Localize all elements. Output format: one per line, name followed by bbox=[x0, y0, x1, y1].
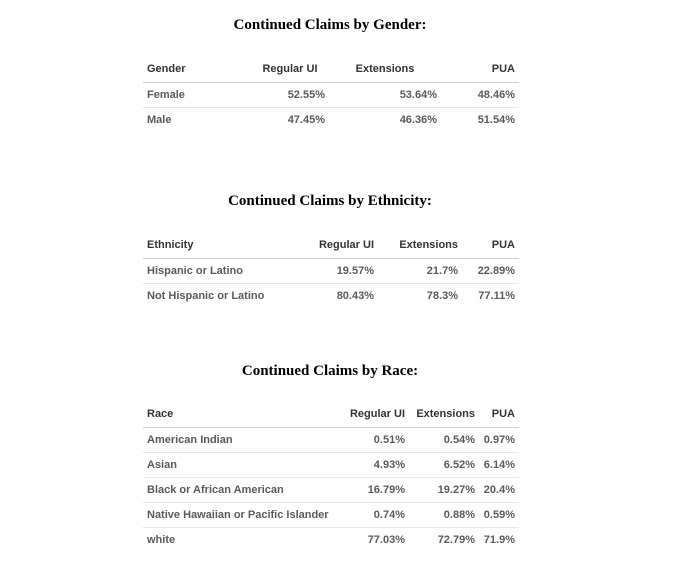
cell-value: 46.36% bbox=[399, 114, 437, 126]
race-table bbox=[143, 401, 519, 552]
cell-value: 52.55% bbox=[251, 83, 329, 108]
column-header: Race bbox=[143, 401, 343, 428]
cell-value: 22.89% bbox=[462, 259, 519, 284]
cell-value: 53.64% bbox=[329, 83, 441, 108]
column-header: PUA bbox=[462, 232, 519, 259]
gender-table bbox=[143, 56, 519, 132]
cell-value: 20.4% bbox=[479, 478, 519, 503]
row-label: Female bbox=[143, 83, 251, 108]
cell-value: 21.7% bbox=[378, 259, 462, 284]
table-row bbox=[143, 478, 519, 503]
cell-value: 0.97% bbox=[479, 428, 519, 453]
cell-value: 77.03% bbox=[367, 534, 405, 546]
row-label: Not Hispanic or Latino bbox=[147, 290, 265, 302]
ethnicity-table bbox=[143, 232, 519, 308]
cell-value: 0.88% bbox=[409, 503, 479, 528]
row-label: Asian bbox=[143, 453, 343, 478]
cell-value: 0.54% bbox=[409, 428, 479, 453]
cell-value: 4.93% bbox=[343, 453, 409, 478]
cell-value: 51.54% bbox=[477, 114, 515, 126]
table-row bbox=[143, 83, 519, 108]
race-title: Continued Claims by Race: bbox=[241, 363, 419, 379]
gender-title: Continued Claims by Gender: bbox=[233, 17, 427, 33]
table-row bbox=[143, 528, 519, 553]
column-header: Extensions bbox=[329, 56, 441, 83]
row-label: Black or African American bbox=[143, 478, 343, 503]
cell-value: 80.43% bbox=[336, 290, 374, 302]
column-header: Extensions bbox=[409, 401, 479, 428]
column-header: Regular UI bbox=[343, 401, 409, 428]
cell-value: 6.52% bbox=[409, 453, 479, 478]
row-label: Native Hawaiian or Pacific Islander bbox=[143, 503, 343, 528]
row-label: Male bbox=[147, 114, 172, 126]
cell-value: 0.51% bbox=[343, 428, 409, 453]
cell-value: 0.74% bbox=[343, 503, 409, 528]
column-header: Extensions bbox=[378, 232, 462, 259]
row-label: white bbox=[147, 534, 176, 546]
row-label: Hispanic or Latino bbox=[143, 259, 303, 284]
column-header: Gender bbox=[143, 56, 251, 83]
table-row bbox=[143, 284, 519, 309]
table-header-row bbox=[143, 232, 519, 259]
column-header: PUA bbox=[479, 401, 519, 428]
table-row bbox=[143, 453, 519, 478]
cell-value: 16.79% bbox=[343, 478, 409, 503]
cell-value: 78.3% bbox=[426, 290, 458, 302]
cell-value: 6.14% bbox=[479, 453, 519, 478]
table-row bbox=[143, 503, 519, 528]
table-row bbox=[143, 259, 519, 284]
cell-value: 48.46% bbox=[441, 83, 519, 108]
table-row bbox=[143, 428, 519, 453]
cell-value: 77.11% bbox=[478, 290, 515, 302]
ethnicity-title: Continued Claims by Ethnicity: bbox=[228, 193, 432, 209]
cell-value: 19.27% bbox=[409, 478, 479, 503]
column-header: Ethnicity bbox=[143, 232, 303, 259]
table-header-row bbox=[143, 56, 519, 83]
column-header: PUA bbox=[441, 56, 519, 83]
cell-value: 19.57% bbox=[303, 259, 378, 284]
table-header-row bbox=[143, 401, 519, 428]
cell-value: 0.59% bbox=[479, 503, 519, 528]
column-header: Regular UI bbox=[251, 56, 329, 83]
row-label: American Indian bbox=[143, 428, 343, 453]
table-row bbox=[143, 108, 519, 133]
cell-value: 47.45% bbox=[287, 114, 325, 126]
column-header: Regular UI bbox=[303, 232, 378, 259]
cell-value: 71.9% bbox=[483, 534, 515, 546]
cell-value: 72.79% bbox=[437, 534, 475, 546]
